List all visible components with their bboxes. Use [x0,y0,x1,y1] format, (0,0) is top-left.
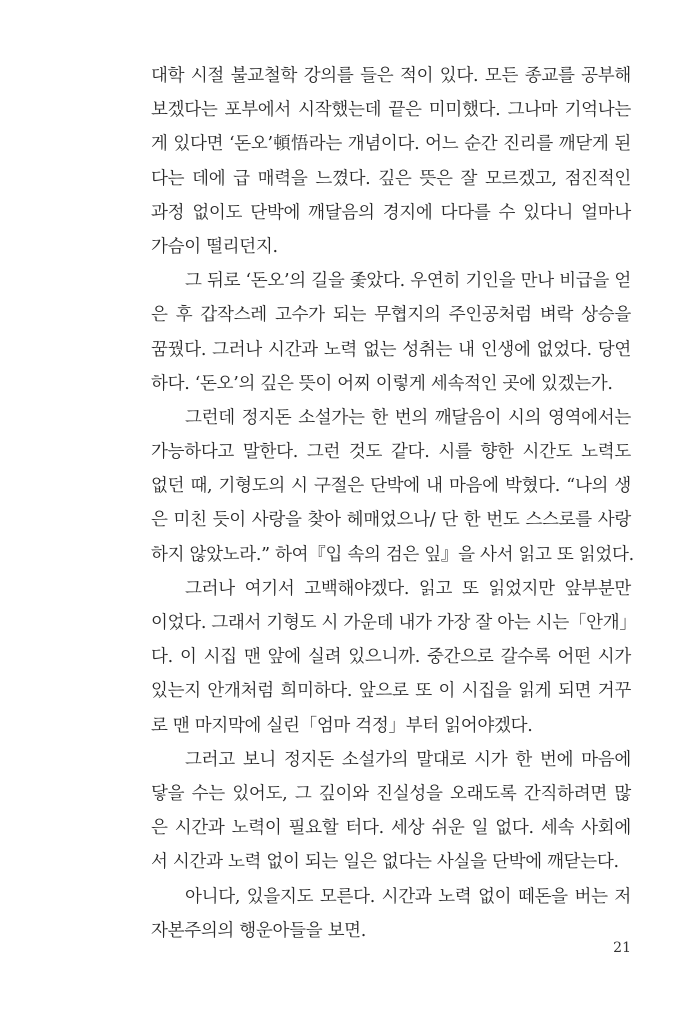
page-number: 21 [613,940,631,956]
text-line: 은 시간과 노력이 필요할 터다. 세상 쉬운 일 없다. 세속 사회에 [151,818,631,839]
text-line: 그러고 보니 정지돈 소설가의 말대로 시가 한 번에 마음에 [185,749,631,770]
text-line: 가능하다고 말한다. 그런 것도 같다. 시를 향한 시간도 노력도 [151,442,631,463]
text-line: 자본주의의 행운아들을 보면. [151,920,367,941]
text-line: 그 뒤로 ‘돈오’의 길을 좇았다. 우연히 기인을 만나 비급을 얻 [185,271,631,292]
text-line: 은 미친 듯이 사랑을 찾아 헤매었으나/ 단 한 번도 스스로를 사랑 [151,510,631,531]
text-line: 다는 데에 급 매력을 느꼈다. 깊은 뜻은 잘 모르겠고, 점진적인 [151,168,631,189]
text-line: 대학 시절 불교철학 강의를 들은 적이 있다. 모든 종교를 공부해 [151,66,631,86]
text-line: 닿을 수는 있어도, 그 깊이와 진실성을 오래도록 간직하려면 많 [151,783,631,804]
text-line: 꿈꿨다. 그러나 시간과 노력 없는 성취는 내 인생에 없었다. 당연 [151,339,631,360]
text-line: 있는지 안개처럼 희미하다. 앞으로 또 이 시집을 읽게 되면 거꾸 [151,681,631,702]
text-line: 이었다. 그래서 기형도 시 가운데 내가 가장 잘 아는 시는「안개」 [151,613,637,633]
text-line: 보겠다는 포부에서 시작했는데 끝은 미미했다. 그나마 기억나는 [151,100,631,121]
text-line: 다. 이 시집 맨 앞에 실려 있으니까. 중간으로 갈수록 어떤 시가 [151,647,631,668]
text-line: 게 있다면 ‘돈오’頓悟라는 개념이다. 어느 순간 진리를 깨닫게 된 [151,134,631,155]
text-line: 하다. ‘돈오’의 깊은 뜻이 어찌 이렇게 세속적인 곳에 있겠는가. [151,373,613,394]
text-line: 로 맨 마지막에 실린「엄마 걱정」부터 읽어야겠다. [151,715,533,736]
text-line: 가슴이 떨리던지. [151,236,278,257]
text-line: 서 시간과 노력 없이 되는 일은 없다는 사실을 단박에 깨닫는다. [151,852,619,873]
text-line: 아니다, 있을지도 모른다. 시간과 노력 없이 떼돈을 버는 저 [185,886,631,907]
text-line: 하지 않았노라.” 하여『입 속의 검은 잎』을 사서 읽고 또 읽었다. [151,544,634,565]
text-line: 그런데 정지돈 소설가는 한 번의 깨달음이 시의 영역에서는 [185,407,631,428]
body-text [151,59,637,948]
text-line: 그러나 여기서 고백해야겠다. 읽고 또 읽었지만 앞부분만 [185,578,631,599]
text-line: 은 후 갑작스레 고수가 되는 무협지의 주인공처럼 벼락 상승을 [151,305,631,326]
text-line: 없던 때, 기형도의 시 구절은 단박에 내 마음에 박혔다. “나의 생 [151,476,631,497]
text-line: 과정 없이도 단박에 깨달음의 경지에 다다를 수 있다니 얼마나 [151,202,631,223]
